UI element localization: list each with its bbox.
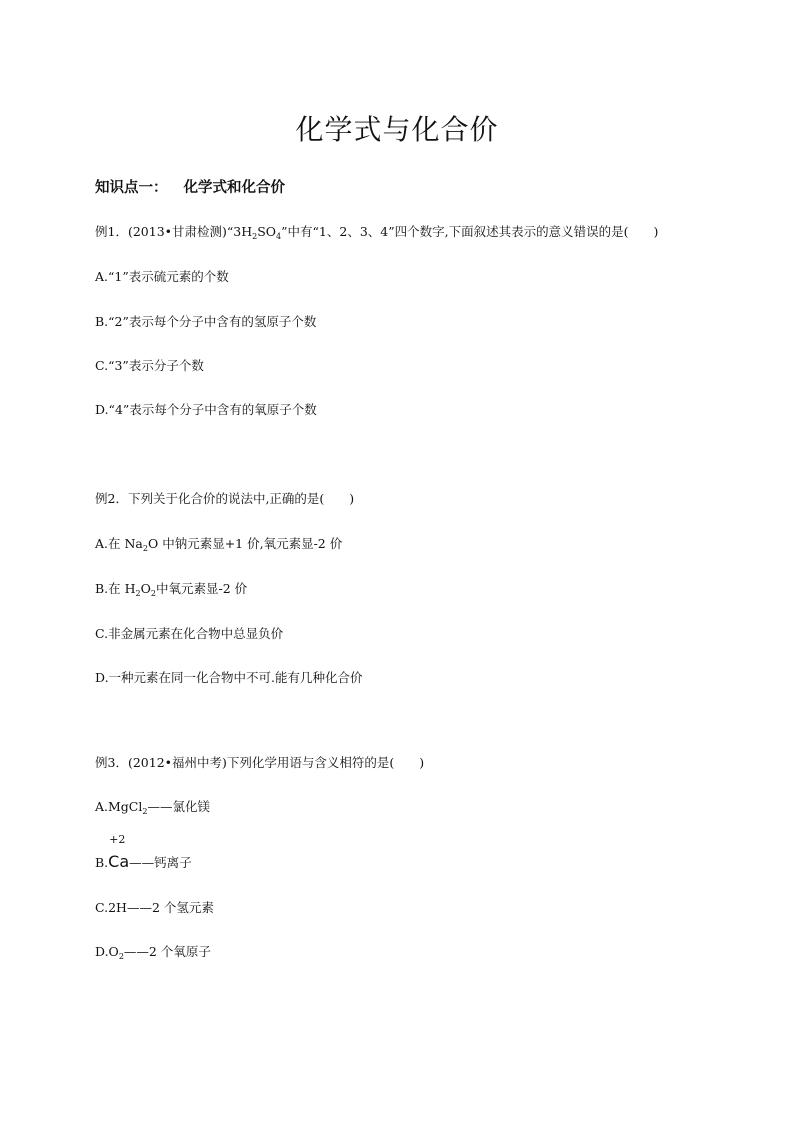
q3-a-suffix: ——氯化镁: [147, 799, 210, 814]
q3-b-suffix: ——钙离子: [129, 855, 192, 870]
q2-option-a: [95, 534, 342, 552]
q3-a-subscript: 2: [142, 807, 148, 816]
q2-b-prefix: B.在 H: [95, 581, 136, 596]
q1-option-c: C.“3”表示分子个数: [95, 358, 204, 373]
q2-a-subscript: 2: [142, 544, 148, 553]
q2-option-c: C.非金属元素在化合物中总显负价: [95, 626, 284, 641]
calcium-symbol: Ca: [108, 852, 130, 871]
question-2-stem: 例2．下列关于化合价的说法中,正确的是( ): [95, 491, 355, 506]
q2-a-prefix: A.在 Na: [95, 536, 143, 551]
question-1-stem: [95, 222, 658, 240]
q3-d-suffix: ——2 个氧原子: [123, 944, 211, 959]
q1-subscript-2: 4: [276, 232, 282, 241]
calcium-valence-symbol: [108, 833, 130, 871]
q3-option-a: [95, 797, 210, 815]
question-3-stem: 例3．(2012•福州中考)下列化学用语与含义相符的是( ): [95, 755, 425, 770]
q1-option-b: B.“2”表示每个分子中含有的氢原子个数: [95, 314, 317, 329]
q2-b-mid: O: [140, 581, 151, 596]
q3-d-prefix: D.O: [95, 944, 119, 959]
q3-option-c: C.2H——2 个氢元素: [95, 900, 214, 915]
section-label: 知识点一：: [95, 180, 168, 196]
q3-d-subscript: 2: [118, 952, 124, 961]
q1-option-a: A.“1”表示硫元素的个数: [95, 269, 229, 284]
q2-option-b: [95, 579, 247, 597]
q1-stem-suffix: ”中有“1、2、3、4”四个数字,下面叙述其表示的意义错误的是( ): [281, 224, 659, 239]
q2-b-subscript-1: 2: [135, 589, 141, 598]
q1-stem-mid: SO: [257, 224, 277, 239]
page-title: 化学式与化合价: [295, 113, 499, 146]
section-name: 化学式和化合价: [183, 180, 285, 196]
q1-stem-prefix: 例1．(2013•甘肃检测)“3H: [95, 224, 253, 239]
q1-option-d: D.“4”表示每个分子中含有的氧原子个数: [95, 402, 317, 417]
valence-charge: +2: [109, 833, 126, 846]
q2-a-suffix: O 中钠元素显+1 价,氧元素显-2 价: [147, 536, 343, 551]
q3-option-d: [95, 942, 211, 960]
q3-option-b: [95, 833, 192, 871]
q2-b-suffix: 中氧元素显-2 价: [155, 581, 248, 596]
section-heading: [95, 176, 285, 197]
q1-subscript-1: 2: [252, 232, 258, 241]
q2-b-subscript-2: 2: [150, 589, 156, 598]
q3-a-prefix: A.MgCl: [95, 799, 143, 814]
q3-b-prefix: B.: [95, 855, 109, 870]
q2-option-d: D.一种元素在同一化合物中不可.能有几种化合价: [95, 670, 363, 685]
